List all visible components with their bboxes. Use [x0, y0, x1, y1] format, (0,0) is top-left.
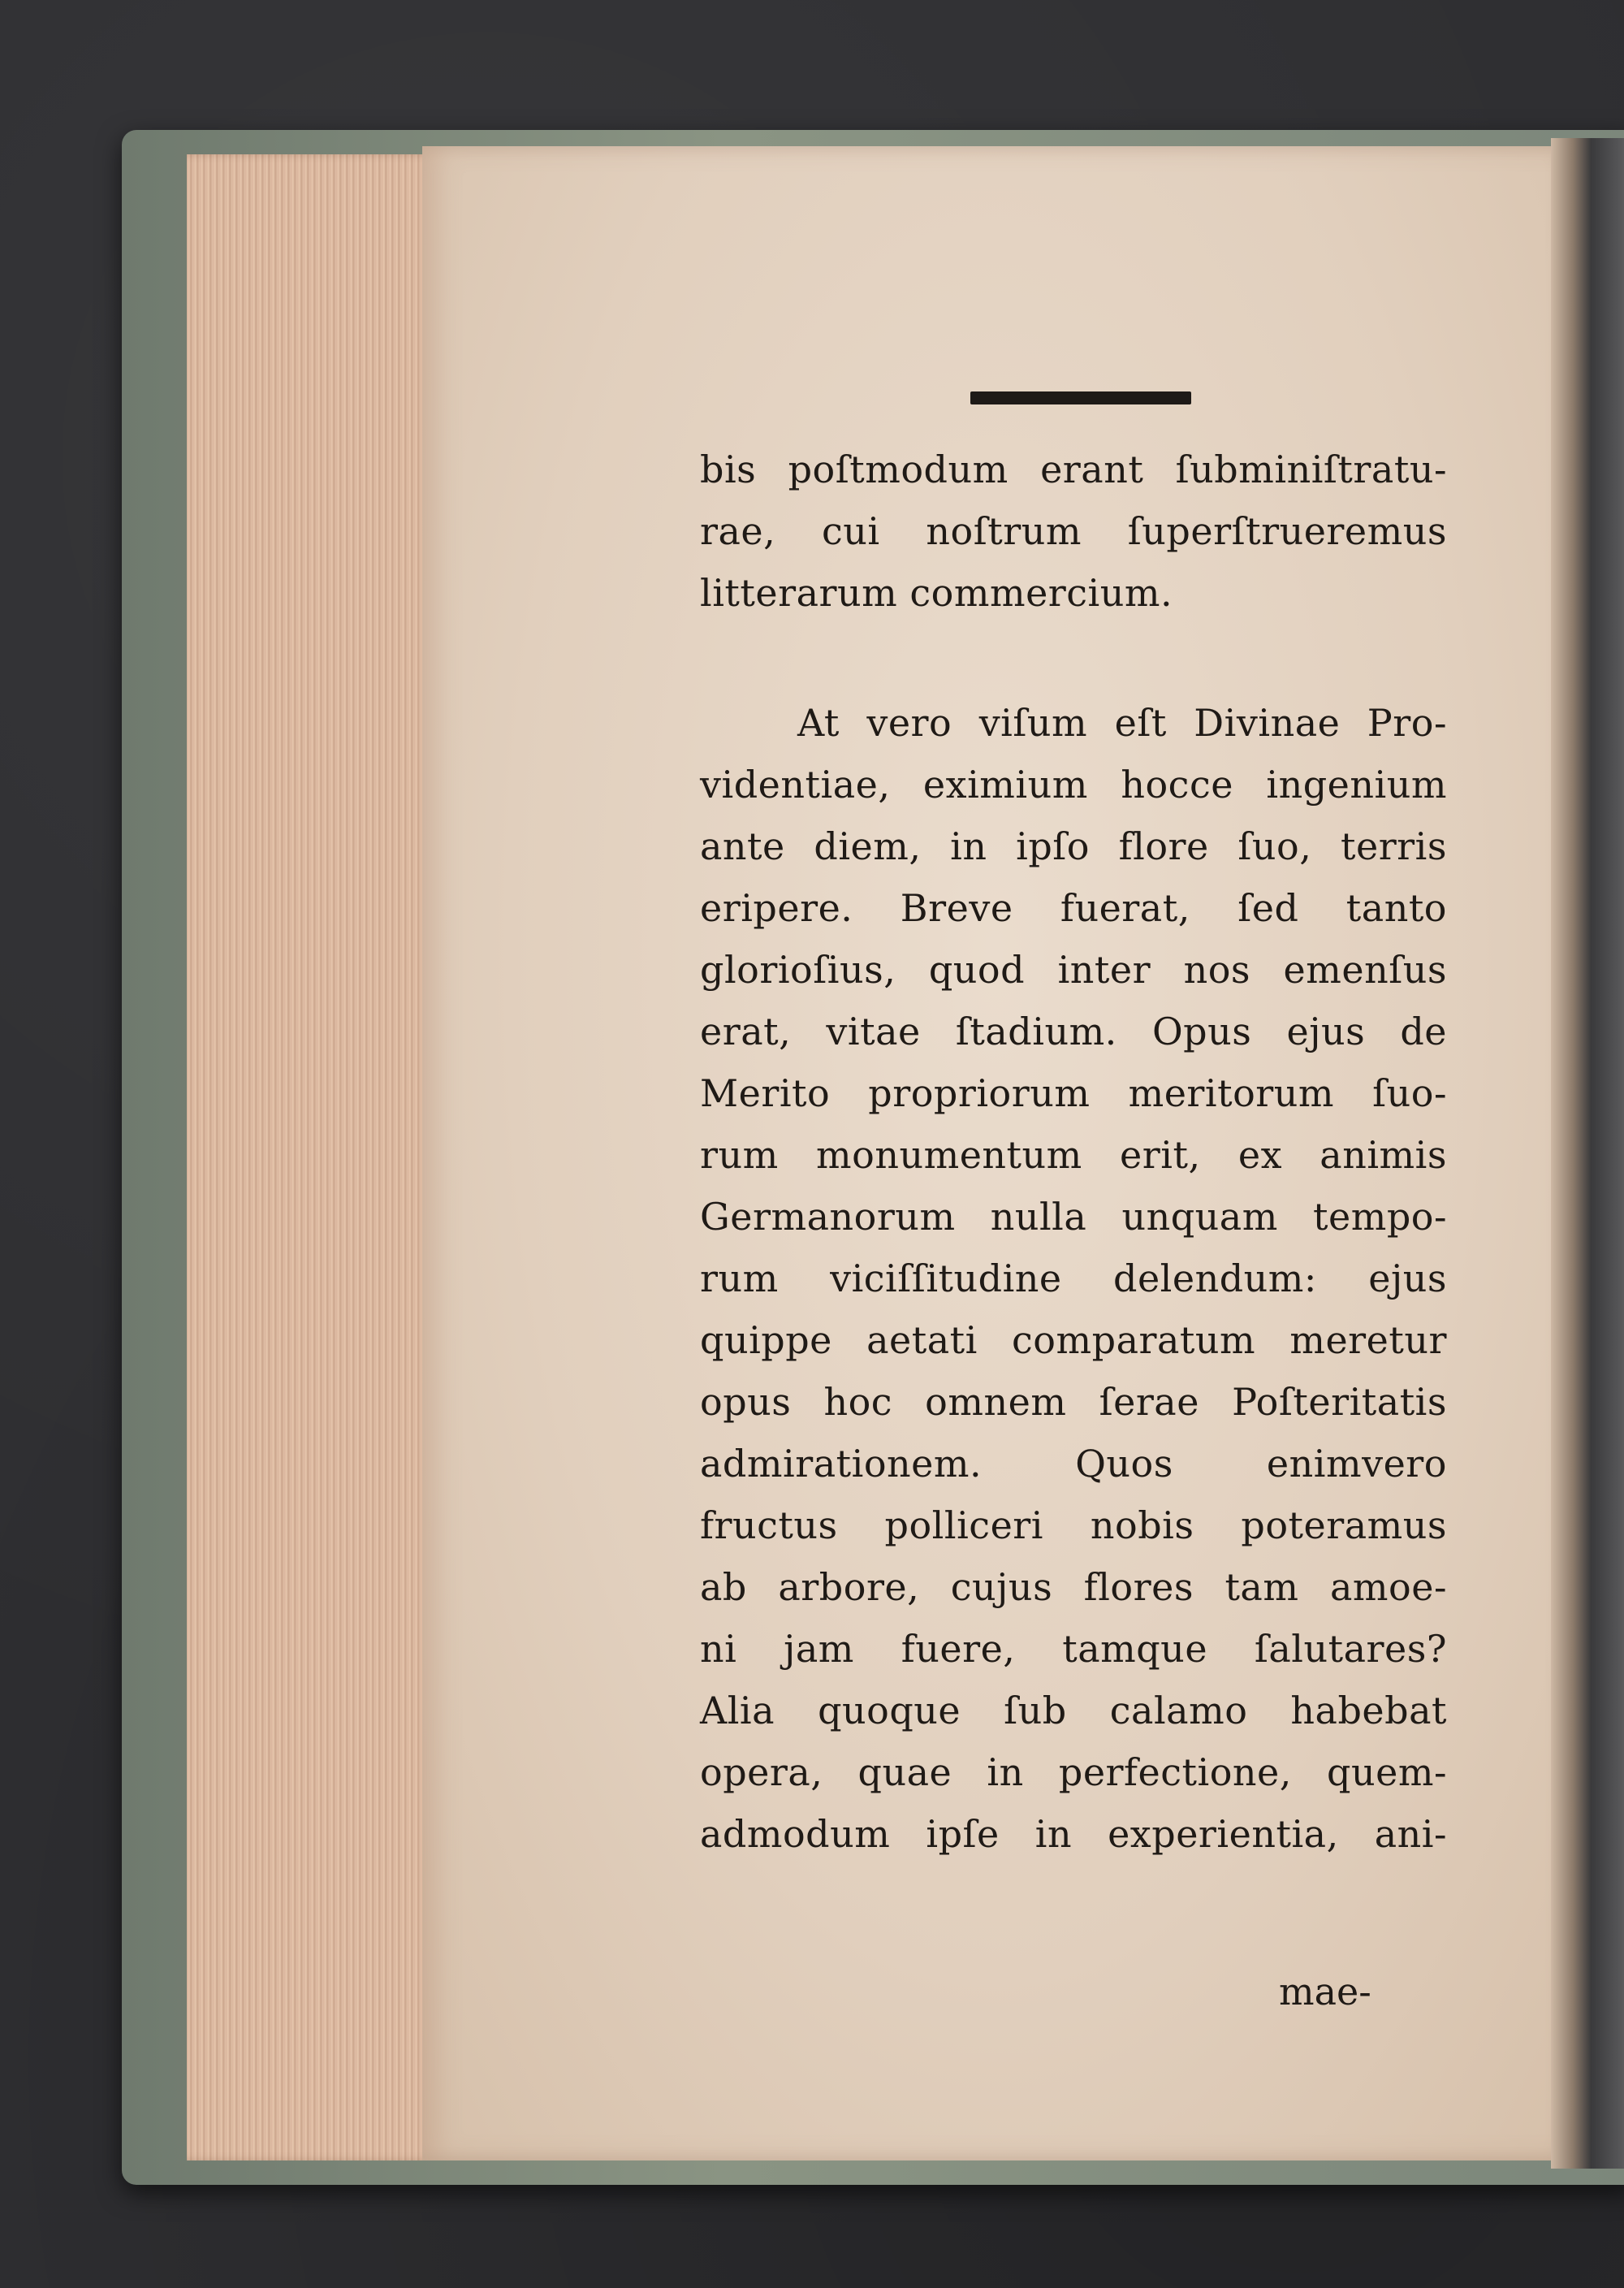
text-line: admirationem. Quos enimvero [700, 1442, 1447, 1486]
text-line: rum viciſſitudine delendum: ejus [700, 1256, 1447, 1300]
text-line: ante diem, in ipſo flore ſuo, terris [700, 824, 1447, 868]
text-line: Merito propriorum meritorum ſuo- [700, 1071, 1447, 1115]
text-line: litterarum commercium. [700, 571, 1173, 615]
page-edges [187, 154, 455, 2160]
text-line: Germanorum nulla unquam tempo- [700, 1195, 1447, 1239]
text-line: quippe aetati comparatum meretur [700, 1318, 1447, 1362]
text-line: opera, quae in perfectione, quem- [700, 1750, 1447, 1794]
text-line: bis poſtmodum erant ſubminiſtratu- [700, 448, 1447, 491]
text-line: Alia quoque ſub calamo habebat [700, 1689, 1447, 1732]
text-line: fructus polliceri nobis poteramus [700, 1503, 1447, 1547]
text-line: erat, vitae ſtadium. Opus ejus de [700, 1010, 1447, 1053]
text-line: opus hoc omnem ſerae Poſteritatis [700, 1380, 1447, 1424]
text-line: rum monumentum erit, ex animis [700, 1133, 1447, 1177]
text-line: glorioſius, quod inter nos emenſus [700, 948, 1447, 992]
book-gutter [1551, 138, 1624, 2169]
text-line: ab arbore, cujus flores tam amoe- [700, 1565, 1447, 1609]
text-line: admodum ipſe in experientia, ani- [700, 1812, 1447, 1856]
header-rule [970, 391, 1191, 404]
text-line: videntiae, eximium hocce ingenium [700, 763, 1447, 807]
paragraph-gap [700, 624, 1447, 692]
page-text [700, 439, 1447, 1865]
text-line: At vero viſum eſt Divinae Pro- [797, 701, 1447, 745]
text-line: rae, cui noſtrum ſuperſtrueremus [700, 509, 1447, 553]
text-line: ni jam fuere, tamque ſalutares? [700, 1627, 1447, 1671]
text-line: eripere. Breve fuerat, ſed tanto [700, 886, 1447, 930]
catchword: mae- [1279, 1970, 1371, 2013]
